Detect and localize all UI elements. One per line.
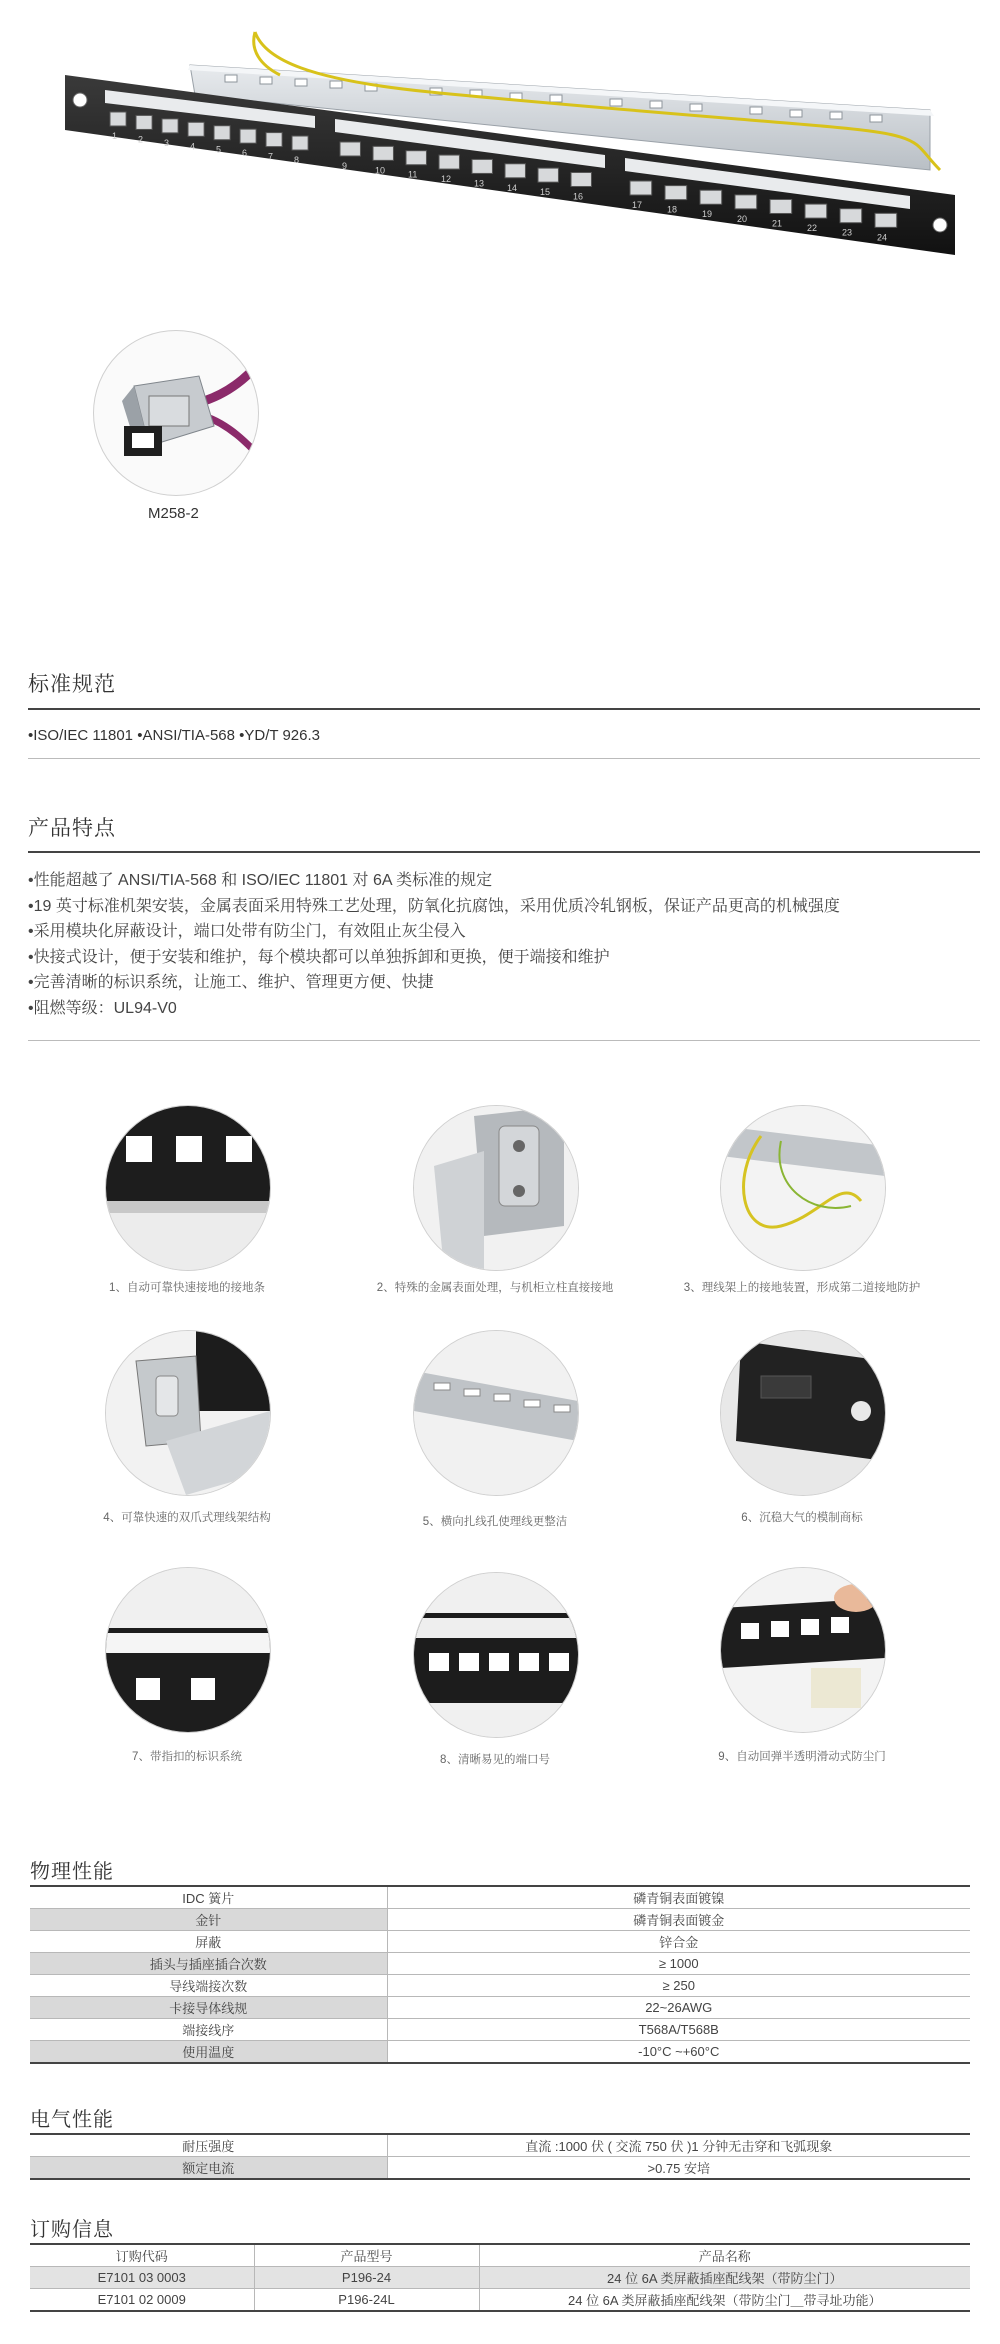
gallery-caption: 6、沉稳大气的模制商标 <box>741 1512 863 1524</box>
spec-value: 磷青铜表面镀镍 <box>387 1886 970 1909</box>
dust-door-photo <box>720 1567 886 1733</box>
port-jack <box>292 136 308 150</box>
port-number: 24 <box>877 232 888 243</box>
cable-tie-holes-photo <box>413 1330 579 1496</box>
port-number: 22 <box>807 223 818 234</box>
port-number: 4 <box>190 141 196 152</box>
molded-logo-photo <box>720 1330 886 1496</box>
spec-value: 磷青铜表面镀金 <box>387 1909 970 1931</box>
spec-key: IDC 簧片 <box>30 1886 387 1909</box>
port-number: 14 <box>507 182 518 193</box>
table-row <box>30 2041 970 2064</box>
table-row <box>30 1997 970 2019</box>
spec-key: 使用温度 <box>30 2041 387 2064</box>
gallery-caption: 7、带指扣的标识系统 <box>132 1751 242 1763</box>
module-model-label: M258-2 <box>148 505 199 522</box>
table-row <box>30 1953 970 1975</box>
table-cell: E7101 02 0009 <box>30 2289 254 2312</box>
port-number: 23 <box>842 227 853 238</box>
port-jack <box>439 155 459 169</box>
label-system-photo <box>105 1567 271 1733</box>
port-jack <box>110 112 126 126</box>
spec-value: >0.75 安培 <box>387 2157 970 2180</box>
gallery-caption: 5、横向扎线孔使理线更整洁 <box>422 1516 568 1528</box>
port-jack <box>571 172 591 186</box>
port-number: 7 <box>268 151 274 162</box>
gallery-caption: 8、清晰易见的端口号 <box>440 1754 550 1766</box>
spec-value: 22~26AWG <box>387 1997 970 2019</box>
port-jack <box>266 133 282 147</box>
port-number: 5 <box>216 144 222 155</box>
section-divider <box>28 758 980 759</box>
port-number: 3 <box>164 137 170 148</box>
ordering-heading: 订购信息 <box>30 2219 114 2241</box>
spec-key: 端接线序 <box>30 2019 387 2041</box>
gallery-caption: 2、特殊的金属表面处理，与机柜立柱直接接地 <box>376 1282 614 1294</box>
port-number: 17 <box>632 200 643 210</box>
port-jack <box>700 190 722 204</box>
column-header: 订购代码 <box>30 2244 254 2267</box>
table-row <box>30 1886 970 1909</box>
electrical-table <box>30 2133 970 2180</box>
section-divider <box>28 708 980 710</box>
port-number: 16 <box>573 191 584 202</box>
table-cell: P196-24L <box>254 2289 479 2312</box>
port-number: 20 <box>737 213 748 224</box>
feature-item: • 阻燃等级：UL94-V0 <box>28 996 980 1022</box>
feature-item: • 快接式设计，便于安装和维护，每个模块都可以单独拆卸和更换，便于端接和维护 <box>28 945 980 971</box>
electrical-heading: 电气性能 <box>30 2109 114 2131</box>
spec-value: T568A/T568B <box>387 2019 970 2041</box>
features-heading: 产品特点 <box>28 817 116 840</box>
port-jack <box>472 159 492 173</box>
patch-panel-illustration <box>50 20 960 380</box>
gallery-caption: 9、自动回弹半透明滑动式防尘门 <box>718 1751 886 1763</box>
port-number: 19 <box>702 209 713 220</box>
dual-claw-bracket-photo <box>105 1330 271 1496</box>
port-number: 12 <box>441 174 452 185</box>
shielded-module-icon <box>94 331 258 495</box>
feature-item: • 19 英寸标准机架安装，金属表面采用特殊工艺处理，防氧化抗腐蚀，采用优质冷轧钢板，保证产品更高的机械强度 <box>28 894 980 920</box>
gallery-caption: 4、可靠快速的双爪式理线架结构 <box>103 1512 271 1524</box>
table-row <box>30 2289 970 2312</box>
spec-value: 直流 :1000 伏 ( 交流 750 伏 )1 分钟无击穿和飞弧现象 <box>387 2134 970 2157</box>
port-number: 9 <box>342 161 348 171</box>
table-cell: P196-24 <box>254 2267 479 2289</box>
port-jack <box>240 129 256 143</box>
table-row <box>30 1909 970 1931</box>
table-row <box>30 2019 970 2041</box>
port-jack <box>805 204 827 218</box>
section-divider <box>28 1040 980 1041</box>
port-jack <box>340 142 360 156</box>
physical-table <box>30 1885 970 2064</box>
port-jack <box>505 164 525 178</box>
module-photo <box>93 330 259 496</box>
ordering-table <box>30 2243 970 2312</box>
port-number: 8 <box>294 155 300 166</box>
feature-item: • 采用模块化屏蔽设计，端口处带有防尘门，有效阻止灰尘侵入 <box>28 919 980 945</box>
ground-wire-photo <box>720 1105 886 1271</box>
port-number: 15 <box>540 187 551 198</box>
port-number: 13 <box>474 178 485 189</box>
table-row <box>30 1931 970 1953</box>
spec-key: 耐压强度 <box>30 2134 387 2157</box>
table-row <box>30 2134 970 2157</box>
spec-key: 屏蔽 <box>30 1931 387 1953</box>
port-number: 18 <box>667 204 678 215</box>
feature-item: • 性能超越了 ANSI/TIA-568 和 ISO/IEC 11801 对 6A 类标准的规定 <box>28 868 980 894</box>
port-jack <box>735 195 757 209</box>
table-row <box>30 2157 970 2180</box>
feature-list <box>28 868 980 1021</box>
port-numbers-photo <box>413 1572 579 1738</box>
column-header: 产品型号 <box>254 2244 479 2267</box>
standards-heading: 标准规范 <box>28 673 116 696</box>
column-header: 产品名称 <box>479 2244 970 2267</box>
spec-key: 导线端接次数 <box>30 1975 387 1997</box>
port-jack <box>665 186 687 200</box>
table-cell: 24 位 6A 类屏蔽插座配线架（带防尘门＿带寻址功能） <box>479 2289 970 2312</box>
port-number: 2 <box>138 134 144 145</box>
port-number: 6 <box>242 148 248 159</box>
metal-surface-photo <box>413 1105 579 1271</box>
spec-value: ≥ 1000 <box>387 1953 970 1975</box>
spec-key: 卡接导体线规 <box>30 1997 387 2019</box>
port-jack <box>630 181 652 195</box>
table-cell: 24 位 6A 类屏蔽插座配线架（带防尘门） <box>479 2267 970 2289</box>
port-jack <box>840 209 862 223</box>
port-number: 21 <box>772 218 783 229</box>
port-jack <box>406 151 426 165</box>
port-jack <box>770 199 792 213</box>
port-jack <box>162 119 178 133</box>
section-divider <box>28 851 980 853</box>
port-jack <box>373 146 393 160</box>
port-number: 11 <box>408 169 418 180</box>
spec-value: 锌合金 <box>387 1931 970 1953</box>
patch-panel-image <box>50 20 960 380</box>
table-row <box>30 2267 970 2289</box>
port-number: 10 <box>375 165 386 176</box>
spec-value: ≥ 250 <box>387 1975 970 1997</box>
spec-key: 额定电流 <box>30 2157 387 2180</box>
spec-key: 金针 <box>30 1909 387 1931</box>
feature-item: • 完善清晰的标识系统，让施工、维护、管理更方便、快捷 <box>28 970 980 996</box>
port-jack <box>538 168 558 182</box>
spec-value: -10°C ~+60°C <box>387 2041 970 2064</box>
physical-heading: 物理性能 <box>30 1861 114 1883</box>
port-jack <box>188 122 204 136</box>
port-jack <box>875 213 897 227</box>
gallery-caption: 3、理线架上的接地装置，形成第二道接地防护 <box>683 1282 921 1294</box>
spec-key: 插头与插座插合次数 <box>30 1953 387 1975</box>
port-jack <box>214 126 230 140</box>
port-number: 1 <box>112 131 118 141</box>
table-cell: E7101 03 0003 <box>30 2267 254 2289</box>
table-row <box>30 1975 970 1997</box>
gallery-caption: 1、自动可靠快速接地的接地条 <box>109 1282 265 1294</box>
port-jack <box>136 115 152 129</box>
grounding-strip-photo <box>105 1105 271 1271</box>
standards-list: •ISO/IEC 11801 •ANSI/TIA-568 •YD/T 926.3 <box>28 727 321 744</box>
